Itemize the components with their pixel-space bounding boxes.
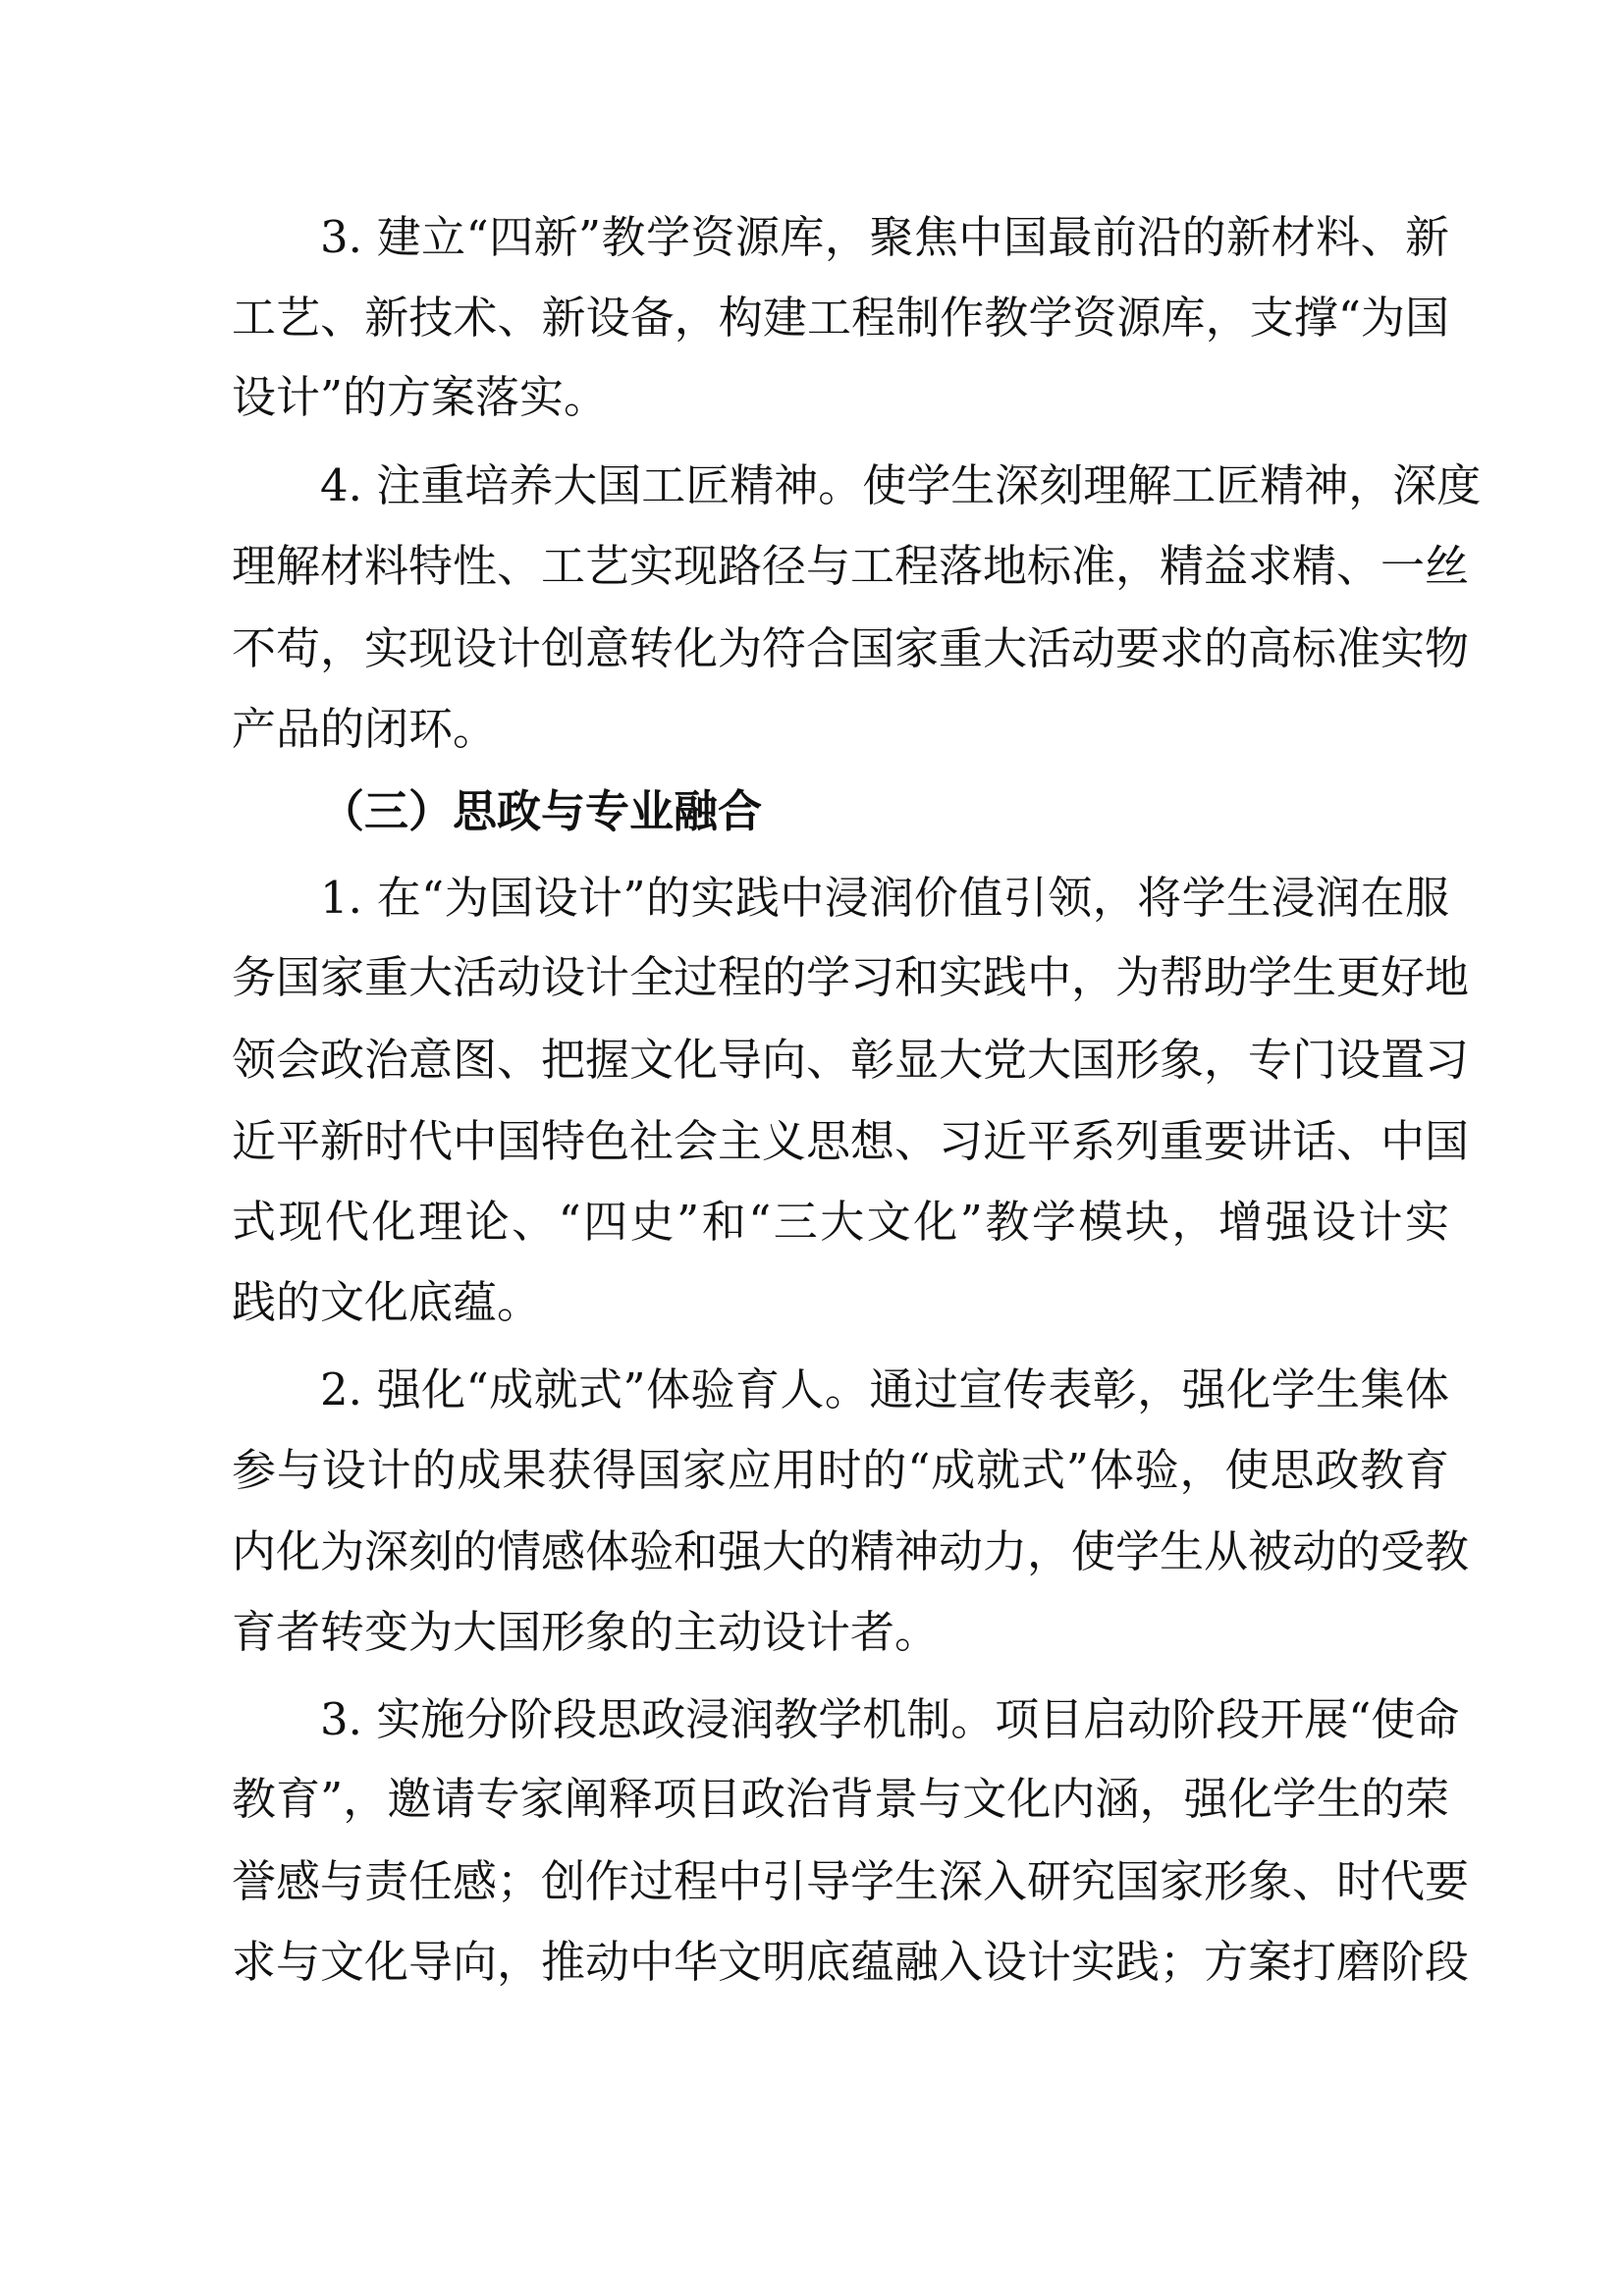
paragraph-line: 1. 在“为国设计”的实践中浸润价值引领，将学生浸润在服 bbox=[320, 872, 1449, 924]
paragraph-line: 理解材料特性、工艺实现路径与工程落地标准，精益求精、一丝 bbox=[232, 540, 1470, 592]
section-heading: （三）思政与专业融合 bbox=[320, 785, 763, 837]
paragraph-line: 3. 实施分阶段思政浸润教学机制。项目启动阶段开展“使命 bbox=[320, 1693, 1460, 1745]
paragraph-line: 不苟，实现设计创意转化为符合国家重大活动要求的高标准实物 bbox=[232, 622, 1470, 674]
paragraph-line: 3. 建立“四新”教学资源库，聚焦中国最前沿的新材料、新 bbox=[320, 211, 1449, 263]
paragraph-line: 求与文化导向，推动中华文明底蕴融入设计实践；方案打磨阶段 bbox=[232, 1936, 1470, 1988]
paragraph-line: 设计”的方案落实。 bbox=[232, 371, 609, 423]
paragraph-line: 2. 强化“成就式”体验育人。通过宣传表彰，强化学生集体 bbox=[320, 1363, 1449, 1415]
paragraph-line: 誉感与责任感；创作过程中引导学生深入研究国家形象、时代要 bbox=[232, 1855, 1470, 1907]
paragraph-line: 式现代化理论、“四史”和“三大文化”教学模块，增强设计实 bbox=[232, 1196, 1449, 1248]
paragraph-line: 近平新时代中国特色社会主义思想、习近平系列重要讲话、中国 bbox=[232, 1115, 1470, 1167]
paragraph-line: 内化为深刻的情感体验和强大的精神动力，使学生从被动的受教 bbox=[232, 1525, 1470, 1577]
paragraph-line: 参与设计的成果获得国家应用时的“成就式”体验，使思政教育 bbox=[232, 1444, 1449, 1496]
paragraph-line: 育者转变为大国形象的主动设计者。 bbox=[232, 1606, 940, 1658]
paragraph-line: 产品的闭环。 bbox=[232, 703, 498, 755]
paragraph-line: 工艺、新技术、新设备，构建工程制作教学资源库，支撑“为国 bbox=[232, 292, 1449, 344]
paragraph-line: 务国家重大活动设计全过程的学习和实践中，为帮助学生更好地 bbox=[232, 951, 1470, 1003]
paragraph-line: 领会政治意图、把握文化导向、彰显大党大国形象，专门设置习 bbox=[232, 1034, 1470, 1086]
paragraph-line: 践的文化底蕴。 bbox=[232, 1276, 542, 1328]
paragraph-line: 4. 注重培养大国工匠精神。使学生深刻理解工匠精神，深度 bbox=[320, 459, 1482, 511]
paragraph-line: 教育”，邀请专家阐释项目政治背景与文化内涵，强化学生的荣 bbox=[232, 1773, 1449, 1825]
